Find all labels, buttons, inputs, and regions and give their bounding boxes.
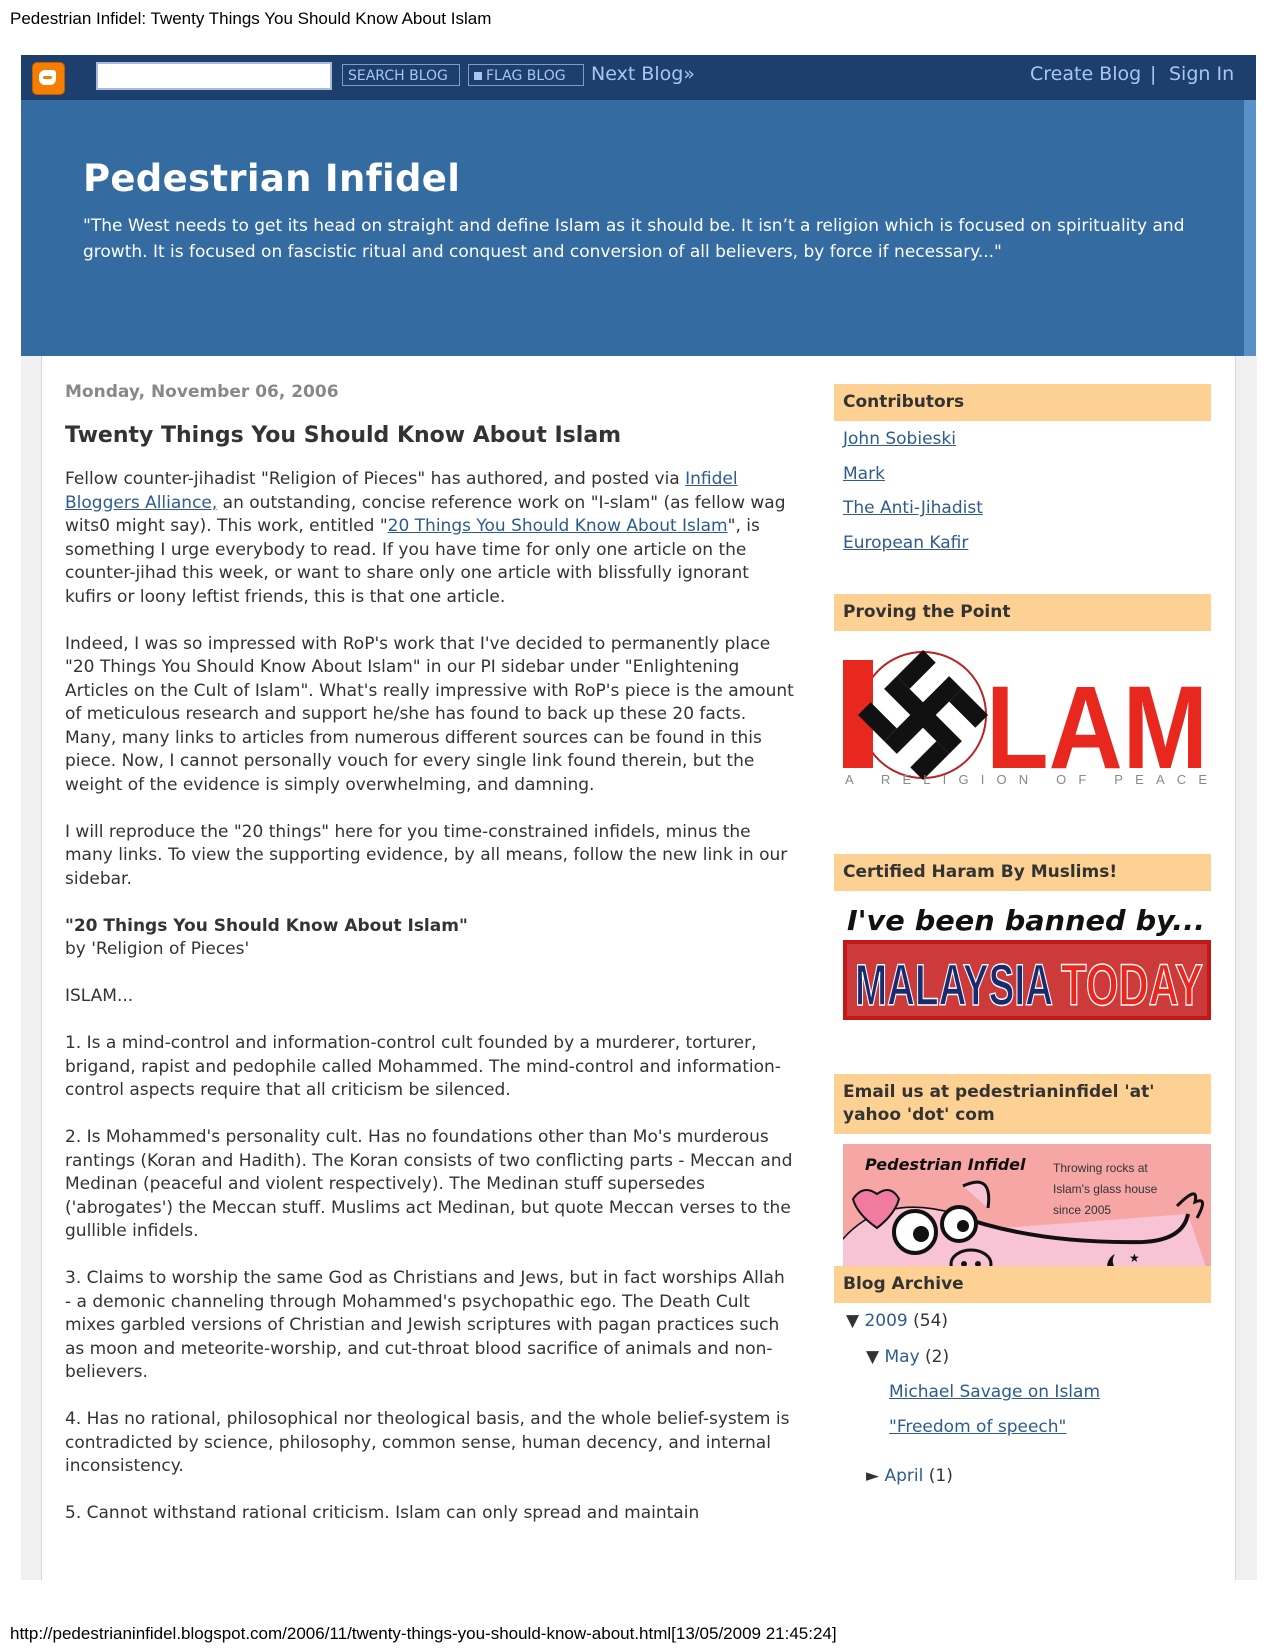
contributor-link[interactable]: European Kafir (843, 533, 969, 553)
archive-year-link[interactable]: 2009 (864, 1311, 908, 1331)
collapse-toggle-icon[interactable]: ▼ (866, 1347, 880, 1367)
search-blog-input[interactable] (96, 62, 332, 90)
banned-image-line1: I've been banned by... (847, 904, 1205, 937)
archive-month-row (866, 1347, 949, 1367)
islam-swastika-image (843, 650, 1211, 788)
expand-toggle-icon[interactable]: ► (866, 1466, 880, 1486)
page-frame-right (1235, 356, 1257, 1580)
malaysia-today-banner[interactable] (843, 900, 1211, 1020)
post-date: Monday, November 06, 2006 (65, 382, 339, 402)
proving-point-title: Proving the Point (834, 594, 1211, 631)
blog-title[interactable]: Pedestrian Infidel (83, 157, 461, 200)
search-blog-button[interactable]: SEARCH BLOG (342, 64, 460, 86)
post-title: Twenty Things You Should Know About Islam (65, 423, 622, 448)
flag-blog-label: FLAG BLOG (486, 68, 566, 84)
archive-month-count: (2) (925, 1347, 950, 1367)
post-lead: ISLAM... (65, 986, 134, 1006)
contributor-link[interactable]: John Sobieski (843, 429, 956, 449)
infidel-bloggers-alliance-link[interactable]: Infidel Bloggers Alliance, (65, 469, 738, 513)
create-blog-link[interactable]: Create Blog (1030, 63, 1142, 85)
pig-image-line1: Throwing rocks at (1053, 1161, 1148, 1175)
list-item: 2. Is Mohammed's personality cult. Has no foundations other than Mo's murderous rantings (Koran and Hadith). The Koran consists of two conflicting parts - Meccan and Medinan (peaceful and violent respectively). The Medinan stuff supersedes ('abrogates') the Meccan stuff. Muslims act Medinan, but quote Meccan verses to the gullible infidels. (65, 1127, 793, 1241)
post-byline: by 'Religion of Pieces' (65, 939, 250, 959)
banned-image-today: TODAY (1061, 953, 1203, 1018)
blog-description: "The West needs to get its head on straight and define Islam as it should be. It isn’t a religion which is focused on spirituality and growth. It is focused on fascistic ritual and conquest and conversion of all believers, by force if necessary..." (83, 216, 1185, 262)
post-subhead-block (65, 915, 795, 962)
contributor-link[interactable]: Mark (843, 464, 885, 484)
flag-blog-button[interactable] (468, 64, 584, 86)
print-page-title: Pedestrian Infidel: Twenty Things You Should Know About Islam (10, 9, 492, 28)
blogger-logo-icon[interactable] (32, 62, 65, 95)
certified-haram-title: Certified Haram By Muslims! (834, 854, 1211, 891)
archive-month-link[interactable]: April (884, 1466, 924, 1486)
pig-image-line3: since 2005 (1053, 1203, 1112, 1217)
archive-month-count: (1) (928, 1466, 953, 1486)
list-item: 4. Has no rational, philosophical nor theological basis, and the whole belief-system is contradicted by science, philosophy, common sense, human decency, and internal inconsistency. (65, 1409, 790, 1476)
svg-text:★: ★ (1129, 1251, 1140, 1265)
archive-month-row (866, 1466, 953, 1486)
list-item: 1. Is a mind-control and information-control cult founded by a murderer, torturer, brigand, rapist and pedophile called Mohammed. The mind-control and information-control aspects require that all criticism be silenced. (65, 1033, 781, 1100)
post-paragraph-3: I will reproduce the "20 things" here for you time-constrained infidels, minus the many links. To view the supporting evidence, by all means, follow the new link in our sidebar. (65, 821, 788, 889)
banned-image-malaysia: MALAYSIA (855, 953, 1053, 1018)
post-text: an outstanding, concise reference work on "I-slam" (as fellow wag wits0 might say). This work, entitled " (65, 492, 786, 536)
blog-archive-title: Blog Archive (834, 1266, 1211, 1303)
archive-month-link[interactable]: May (884, 1347, 920, 1367)
email-us-title: Email us at pedestrianinfidel 'at' yahoo 'dot' com (834, 1074, 1211, 1134)
pig-image-title: Pedestrian Infidel (865, 1155, 1026, 1174)
archive-year-count: (54) (913, 1311, 949, 1331)
sign-in-link[interactable]: Sign In (1169, 63, 1235, 85)
list-item: 3. Claims to worship the same God as Christians and Jews, but in fact worships Allah - a demonic channeling through Mohammed's psychopathic ego. The Death Cult mixes garbled versions of Christian and Jewish scriptures with pagan practices such as moon and meteorite-worship, and cut-throat blood sacrifice of animals and non-believers. (65, 1268, 785, 1382)
pedestrian-infidel-pig-image (843, 1144, 1211, 1282)
post-text: ", is something I urge everybody to read. If you have time for only one article on the counter-jihad this week, or want to share only one article with blissfully ignorant kufirs or loony leftist friends, this is that one article. (65, 516, 760, 607)
next-blog-link[interactable]: Next Blog» (591, 63, 695, 85)
contributors-title: Contributors (834, 384, 1211, 421)
flag-icon (474, 72, 482, 80)
islam-image-tagline: A RELIGION OF PEACE (845, 772, 1207, 787)
contributor-link[interactable]: The Anti-Jihadist (843, 498, 983, 518)
archive-year-row (846, 1311, 948, 1331)
print-page-url: http://pedestrianinfidel.blogspot.com/2006/11/twenty-things-you-should-know-about.html[13/05/2009 21:45:24] (10, 1624, 837, 1643)
twenty-things-link[interactable]: 20 Things You Should Know About Islam (387, 516, 728, 536)
navbar-separator: | (1150, 63, 1157, 85)
post-paragraph-1 (65, 468, 795, 609)
pig-image-line2: Islam's glass house (1053, 1182, 1158, 1196)
blogger-navbar (21, 55, 1256, 102)
post-paragraph-2: Indeed, I was so impressed with RoP's work that I've decided to permanently place "20 Things You Should Know About Islam" in our PI sidebar under "Enlightening Articles on the Cult of Islam". What's really impressive with RoP's piece is the amount of meticulous research and support he/she has found to back up these 20 facts. Many, many links to articles from numerous different sources can be found in this piece. Now, I cannot personally vouch for every single link found therein, but the weight of the evidence is simply overwhelming, and damning. (65, 633, 794, 795)
post-body (65, 468, 795, 1549)
archive-post-link[interactable]: "Freedom of speech" (889, 1417, 1067, 1437)
archive-post-link[interactable]: Michael Savage on Islam (889, 1382, 1101, 1402)
post-subhead: "20 Things You Should Know About Islam" (65, 915, 468, 936)
collapse-toggle-icon[interactable]: ▼ (846, 1311, 860, 1331)
page-frame-left (21, 356, 42, 1580)
blog-header (21, 100, 1256, 356)
islam-image-text: LAM (986, 662, 1208, 788)
list-item: 5. Cannot withstand rational criticism. Islam can only spread and maintain (65, 1503, 700, 1523)
post-text: Fellow counter-jihadist "Religion of Pieces" has authored, and posted via (65, 469, 686, 489)
